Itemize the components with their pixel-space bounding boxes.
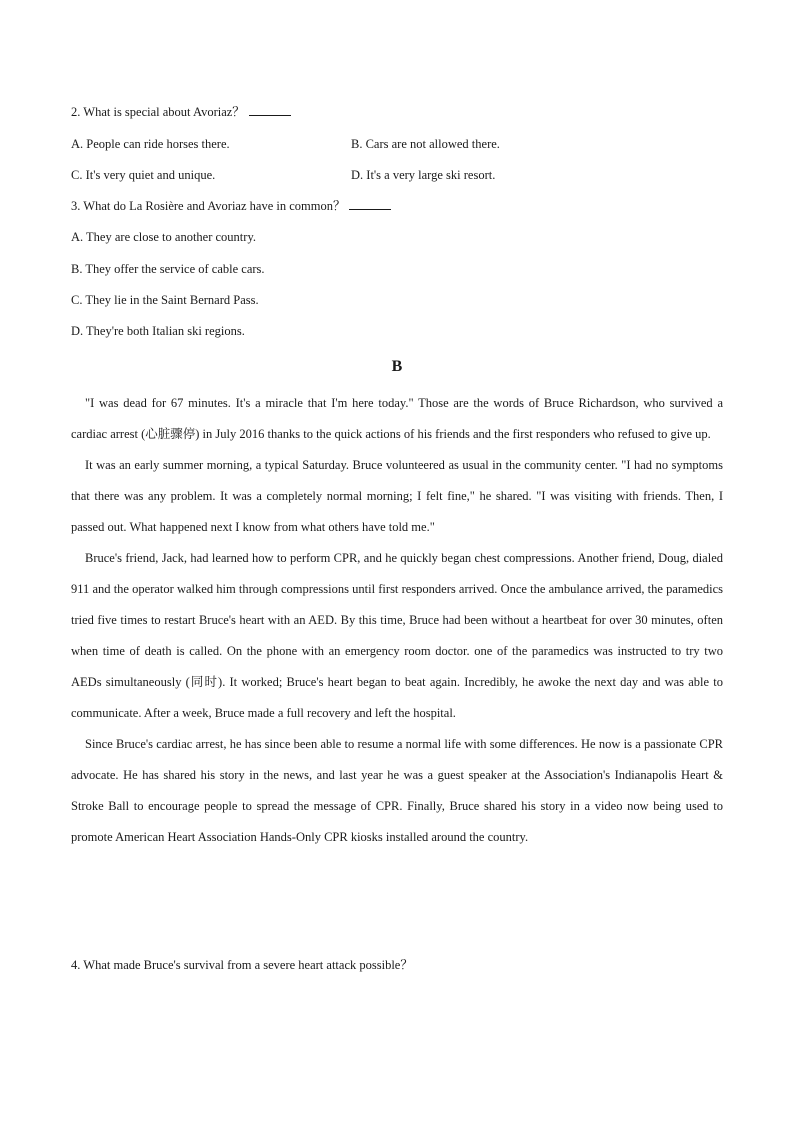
- reading-passage: [71, 388, 723, 853]
- question-3-option-a: A. They are close to another country.: [71, 230, 257, 244]
- question-2-option-d: D. It's a very large ski resort.: [351, 168, 496, 182]
- question-2-option-b: B. Cars are not allowed there.: [351, 137, 500, 151]
- passage-paragraph-3: Bruce's friend, Jack, had learned how to perform CPR, and he quickly began chest compressions. Another friend, Doug, dialed 911 and the operator walked him through compressions until first responders arrived. Once the ambulance arrived, the paramedics tried five times to restart Bruce's heart with an AED. By this time, Bruce had been without a heartbeat for over 30 minutes, often when time of death is called. On the phone with an emergency room doctor. one of the paramedics was instructed to try two AEDs simultaneously (同时). It worked; Bruce's heart began to beat again. Incredibly, he awoke the next day and was able to communicate. After a week, Bruce made a full recovery and left the hospital.: [71, 551, 723, 720]
- passage-paragraph-2: It was an early summer morning, a typical Saturday. Bruce volunteered as usual in the community center. "I had no symptoms that there was any problem. It was a completely normal morning; I felt fine," he shared. "I was visiting with friends. Then, I passed out. What happened next I know from what others have told me.": [71, 458, 723, 534]
- question-2-option-a: A. People can ride horses there.: [71, 137, 230, 151]
- question-3-option-d: D. They're both Italian ski regions.: [71, 324, 245, 338]
- passage-paragraph-4: Since Bruce's cardiac arrest, he has since been able to resume a normal life with some differences. He now is a passionate CPR advocate. He has shared his story in the news, and last year he was a guest speaker at the Association's Indianapolis Heart & Stroke Ball to encourage people to spread the message of CPR. Finally, Bruce shared his story in a video now being used to promote American Heart Association Hands-Only CPR kiosks installed around the country.: [71, 737, 723, 844]
- question-2-stem: [71, 104, 291, 120]
- question-3-text: 3. What do La Rosière and Avoriaz have in common？: [71, 199, 346, 213]
- question-3-option-b: B. They offer the service of cable cars.: [71, 262, 265, 276]
- question-4-stem: 4. What made Bruce's survival from a severe heart attack possible？: [71, 958, 413, 972]
- question-2-option-c: C. It's very quiet and unique.: [71, 168, 216, 182]
- answer-blank[interactable]: [249, 104, 291, 116]
- question-2-text: 2. What is special about Avoriaz？: [71, 105, 245, 119]
- section-heading: B: [391, 358, 403, 375]
- question-3-option-c: C. They lie in the Saint Bernard Pass.: [71, 293, 259, 307]
- question-3-stem: [71, 198, 391, 214]
- passage-paragraph-1: "I was dead for 67 minutes. It's a miracle that I'm here today." Those are the words of Bruce Richardson, who survived a cardiac arrest (心脏骤停) in July 2016 thanks to the quick actions of his friends and the first responders who refused to give up.: [71, 396, 723, 441]
- answer-blank[interactable]: [349, 198, 391, 210]
